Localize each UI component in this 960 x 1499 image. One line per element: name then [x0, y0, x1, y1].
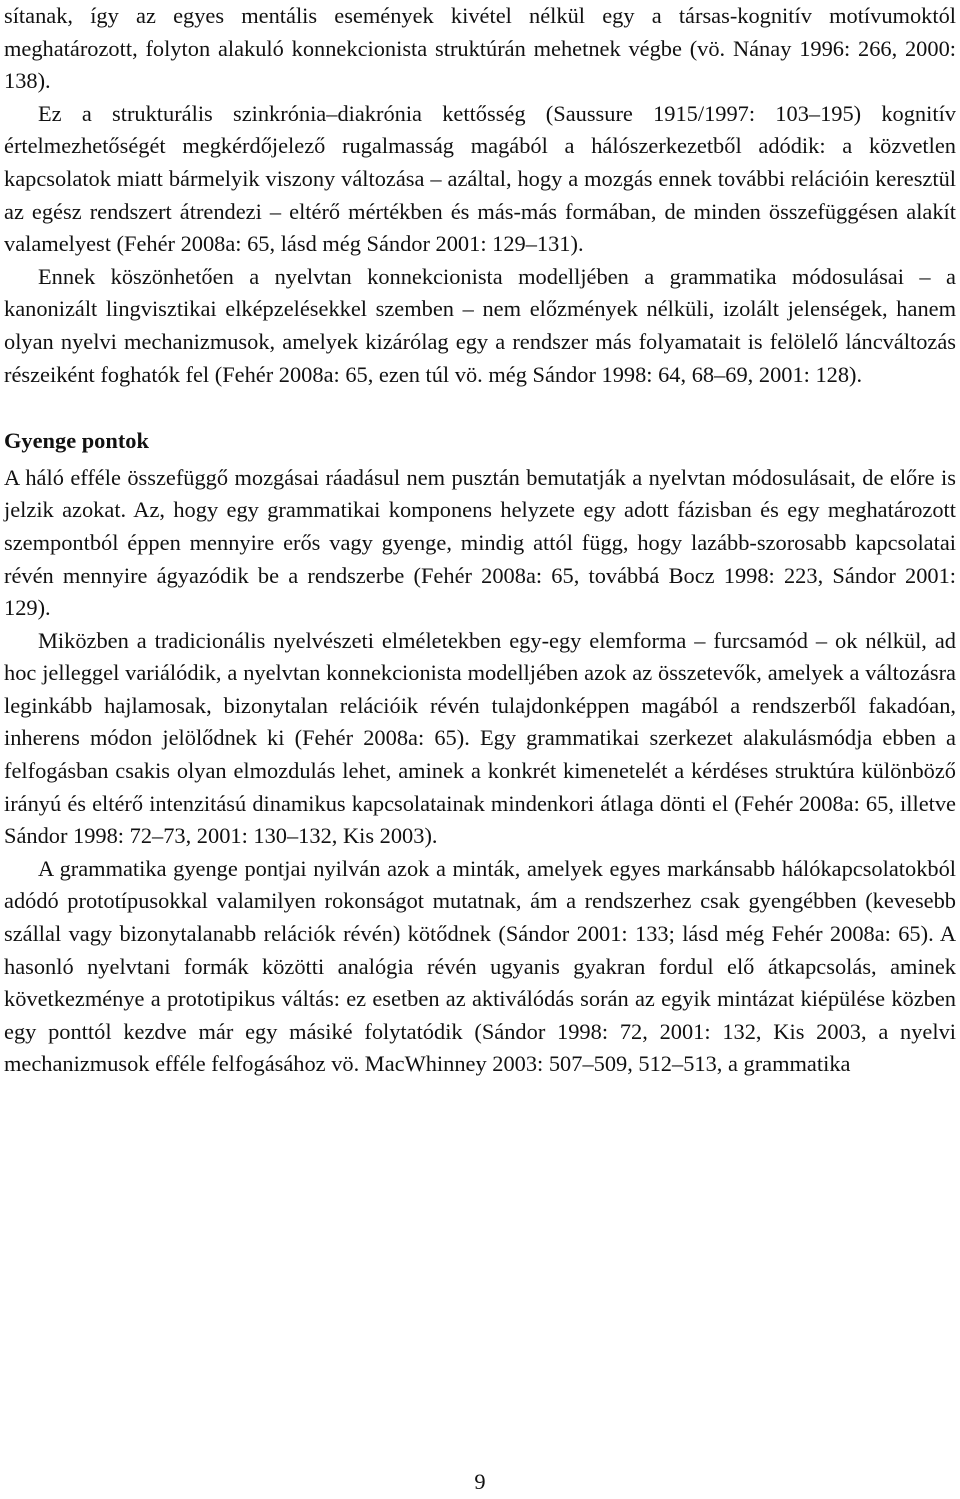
- paragraph-grammar-modifications: Ennek köszönhetően a nyelvtan konnekcionista modelljében a grammatika módosulásai – a kanonizált lingvisztikai elképzelésekkel szemben – nem előzmények nélküli, izolált jelenségek, hanem olyan nyelvi mechanizmusok, amelyek kizárólag egy a rendszer más folyamatait is felölelő láncváltozás részeiként foghatók fel (Fehér 2008a: 65, ezen túl vö. még Sándor 1998: 64, 68–69, 2001: 128).: [4, 263, 956, 387]
- paragraph-synchrony-diachrony: Ez a strukturális szinkrónia–diakrónia kettősség (Saussure 1915/1997: 103–195) kognitív értelmezhetőségét megkérdőjelező rugalmasság magából a hálószerkezetből adódik: a közvetlen kapcsolatok miatt bármelyik viszony változása – azáltal, hogy a mozgás ennek további relációin keresztül az egész rendszert átrendezi – eltérő mértékben és más-más formában, de minden összefüggésen alakít valamelyest (Fehér 2008a: 65, lásd még Sándor 2001: 129–131).: [4, 100, 956, 257]
- paragraph-traditional-theories: Miközben a tradicionális nyelvészeti elméletekben egy-egy elemforma – furcsamód – ok nélkül, ad hoc jelleggel variálódik, a nyelvtan konnekcionista modelljében azok az összetevők, amelyek a változásra leginkább hajlamosak, bizonytalan relációik révén tulajdonképpen magából a rendszerből fakadóan, inherens módon jelölődnek ki (Fehér 2008a: 65). Egy grammatikai szerkezet alakulásmódja ebben a felfogásban csakis olyan elmozdulás lehet, aminek a konkrét kimenetelét a kérdéses struktúra különböző irányú és eltérő intenzitású dinamikus kapcsolatainak mindenkori átlaga dönti el (Fehér 2008a: 65, illetve Sándor 1998: 72–73, 2001: 130–132, Kis 2003).: [4, 627, 956, 849]
- paragraph-continued: sítanak, így az egyes mentális események kivétel nélkül egy a társas-kognitív motívumoktól meghatározott, folyton alakuló konnekcionista struktúrán mehetnek végbe (vö. Nánay 1996: 266, 2000: 138).: [4, 3, 956, 94]
- paragraph-weak-points: A grammatika gyenge pontjai nyilván azok a minták, amelyek egyes markánsabb hálókapcsolatokból adódó prototípusokkal valamilyen rokonságot mutatnak, ám a rendszerhez csak gyengébben (kevesebb szállal vagy bizonytalanabb relációk révén) kötődnek (Sándor 2001: 133; lásd még Fehér 2008a: 65). A hasonló nyelvtani formák közötti analógia révén ugyanis gyakran fordul elő átkapcsolás, aminek következménye a prototipikus váltás: ez esetben az aktiválódás során az egyik mintázat kiépülése közben egy ponttól kezdve már egy másiké folytatódik (Sándor 1998: 72, 2001: 132, Kis 2003, a nyelvi mechanizmusok efféle felfogásához vö. MacWhinney 2003: 507–509, 512–513, a grammatika: [4, 855, 956, 1077]
- section-heading: Gyenge pontok: [4, 428, 149, 454]
- paragraph-network-movements: A háló efféle összefüggő mozgásai ráadásul nem pusztán bemutatják a nyelvtan módosulásait, de előre is jelzik azokat. Az, hogy egy grammatikai komponens helyzete egy adott fázisban és egy meghatározott szempontból éppen mennyire erős vagy gyenge, mindig attól függ, hogy lazább-szorosabb kapcsolatai révén mennyire ágyazódik be a rendszerbe (Fehér 2008a: 65, továbbá Bocz 1998: 223, Sándor 2001: 129).: [4, 464, 956, 621]
- page-number: 9: [474, 1469, 486, 1494]
